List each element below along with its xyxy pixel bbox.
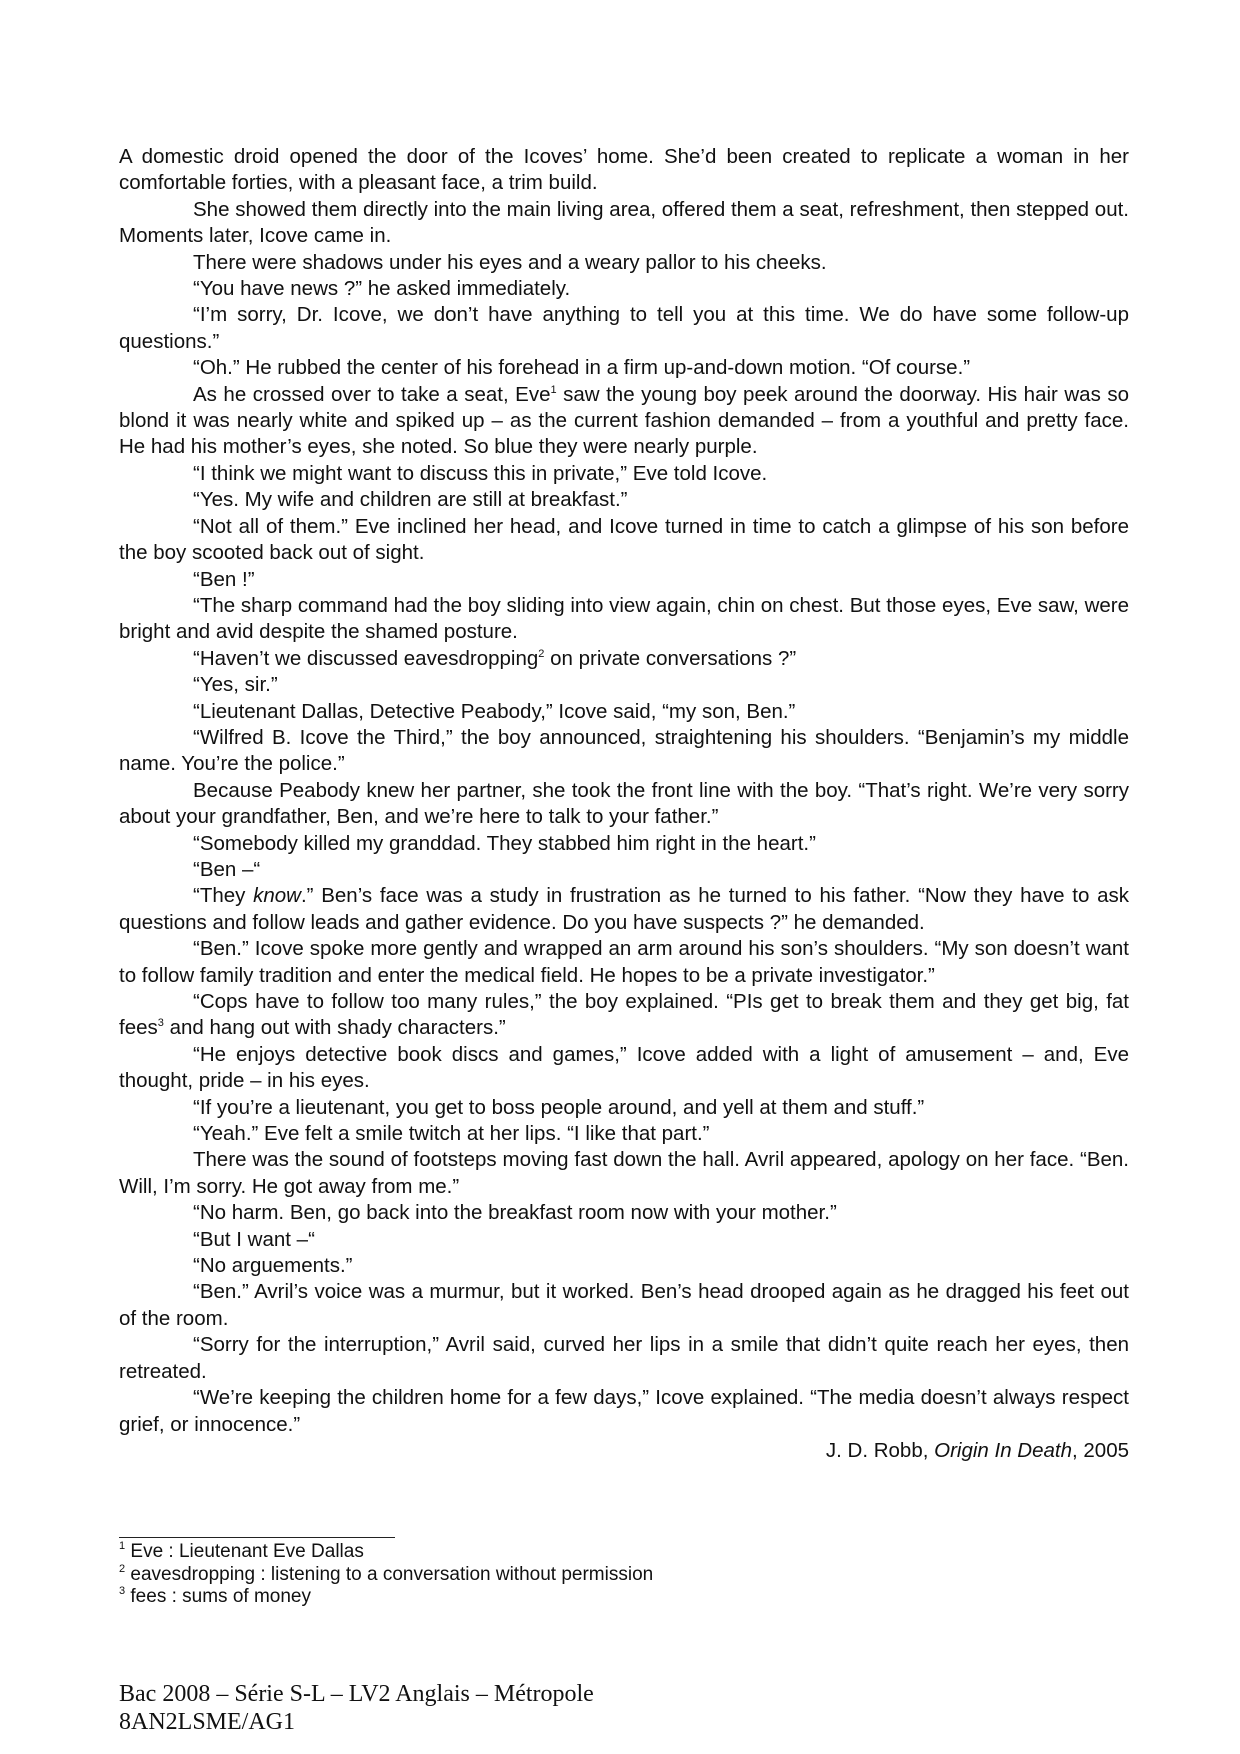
footnote-number: 1 xyxy=(119,1540,126,1552)
text-run: “Haven’t we discussed eavesdropping xyxy=(193,646,539,670)
citation-author: J. D. Robb, xyxy=(825,1438,935,1462)
text-run: “Somebody killed my granddad. They stabbed him right in the heart.” xyxy=(193,831,816,855)
emphasis-text: know xyxy=(253,884,301,908)
text-run: “Ben !” xyxy=(193,567,255,591)
paragraph xyxy=(119,646,1129,672)
citation xyxy=(119,1438,1129,1464)
text-run: saw the young boy peek around the doorway. His hair was so blond it was nearly white and spiked up – as the current fashion demanded – from a youthful and pretty face. He had his mother’s eyes, she noted. So blue they were nearly purple. xyxy=(119,382,1129,459)
paragraph xyxy=(119,699,1129,725)
paragraph xyxy=(119,1279,1129,1332)
paragraph xyxy=(119,936,1129,989)
text-run: “No harm. Ben, go back into the breakfast room now with your mother.” xyxy=(193,1201,837,1225)
footnote-text: Eve : Lieutenant Eve Dallas xyxy=(125,1541,364,1562)
paragraph xyxy=(119,382,1129,461)
text-run: and hang out with shady characters.” xyxy=(163,1016,506,1040)
footnote-number: 2 xyxy=(119,1562,126,1575)
paragraph xyxy=(119,461,1129,487)
paragraph xyxy=(119,989,1129,1042)
text-run: A domestic droid opened the door of the Icoves’ home. She’d been created to replicate a woman in her comfortable forties, with a pleasant face, a trim build. xyxy=(119,145,1129,195)
footnote xyxy=(119,1541,653,1564)
footer-exam-title: Bac 2008 – Série S-L – LV2 Anglais – Métropole xyxy=(119,1681,594,1707)
paragraph xyxy=(119,1121,1129,1147)
footnote xyxy=(119,1564,653,1587)
text-run: “You have news ?” he asked immediately. xyxy=(193,277,571,301)
paragraph xyxy=(119,778,1129,831)
text-run: Because Peabody knew her partner, she took the front line with the boy. “That’s right. We’re very sorry about your grandfather, Ben, and we’re here to talk to your father.” xyxy=(119,778,1129,829)
text-run: “Ben –“ xyxy=(193,857,261,881)
paragraph xyxy=(119,1147,1129,1200)
paragraph xyxy=(119,1042,1129,1095)
footnote-separator xyxy=(119,1537,395,1538)
paragraph xyxy=(119,197,1129,250)
text-run: “Not all of them.” Eve inclined her head, and Icove turned in time to catch a glimpse of his son before the boy scooted back out of sight. xyxy=(119,514,1129,565)
footnote-ref: 3 xyxy=(157,1017,164,1030)
paragraph xyxy=(119,1095,1129,1121)
text-run: “Yes, sir.” xyxy=(193,673,278,697)
citation-title: Origin In Death xyxy=(934,1438,1072,1462)
text-run: “No arguements.” xyxy=(193,1254,353,1278)
footnote-ref: 1 xyxy=(550,383,557,396)
text-run: “Oh.” He rubbed the center of his forehead in a firm up-and-down motion. “Of course.” xyxy=(193,356,971,380)
paragraph xyxy=(119,1332,1129,1385)
text-run: There was the sound of footsteps moving fast down the hall. Avril appeared, apology on her face. “Ben. Will, I’m sorry. He got away from me.” xyxy=(119,1148,1129,1198)
paragraph xyxy=(119,355,1129,381)
paragraph xyxy=(119,593,1129,646)
footnote-text: eavesdropping : listening to a conversation without permission xyxy=(125,1563,654,1585)
text-run: “If you’re a lieutenant, you get to boss people around, and yell at them and stuff.” xyxy=(193,1095,925,1119)
paragraph xyxy=(119,883,1129,936)
text-run: “I’m sorry, Dr. Icove, we don’t have anything to tell you at this time. We do have some follow-up questions.” xyxy=(119,303,1129,353)
paragraph xyxy=(119,302,1129,355)
paragraph xyxy=(119,487,1129,513)
paragraph xyxy=(119,1200,1129,1226)
passage-text xyxy=(119,144,1129,1464)
text-run: on private conversations ?” xyxy=(544,646,797,670)
text-run: “Lieutenant Dallas, Detective Peabody,” Icove said, “my son, Ben.” xyxy=(193,699,796,723)
citation-year: , 2005 xyxy=(1072,1438,1129,1462)
text-run: “But I want –“ xyxy=(193,1227,315,1251)
text-run: “Ben.” Icove spoke more gently and wrapped an arm around his son’s shoulders. “My son doesn’t want to follow family tradition and enter the medical field. He hopes to be a private investigator.” xyxy=(119,937,1129,987)
footnote-number: 3 xyxy=(119,1585,126,1597)
paragraph xyxy=(119,1253,1129,1279)
paragraph xyxy=(119,857,1129,883)
text-run: “Yeah.” Eve felt a smile twitch at her lips. “I like that part.” xyxy=(193,1122,710,1146)
paragraph xyxy=(119,831,1129,857)
text-run: “They xyxy=(193,884,254,908)
text-run: “Cops have to follow too many rules,” the boy explained. “PIs get to break them and they get big, fat fees xyxy=(119,990,1129,1040)
paragraph xyxy=(119,250,1129,276)
text-run: As he crossed over to take a seat, Eve xyxy=(193,382,551,406)
text-run: “Wilfred B. Icove the Third,” the boy announced, straightening his shoulders. “Benjamin’s my middle name. You’re the police.” xyxy=(119,725,1129,776)
text-run: .” Ben’s face was a study in frustration as he turned to his father. “Now they have to ask questions and follow leads and gather evidence. Do you have suspects ?” he demanded. xyxy=(119,884,1129,934)
paragraph xyxy=(119,144,1129,197)
text-run: “I think we might want to discuss this in private,” Eve told Icove. xyxy=(193,461,768,485)
text-run: “We’re keeping the children home for a few days,” Icove explained. “The media doesn’t always respect grief, or innocence.” xyxy=(119,1386,1129,1436)
text-run: “Ben.” Avril’s voice was a murmur, but it worked. Ben’s head drooped again as he dragged his feet out of the room. xyxy=(119,1280,1129,1330)
footnote xyxy=(119,1586,653,1609)
footnotes xyxy=(119,1541,653,1609)
footer-code: 8AN2LSME/AG1 xyxy=(119,1709,296,1735)
text-run: “The sharp command had the boy sliding into view again, chin on chest. But those eyes, Eve saw, were bright and avid despite the shamed posture. xyxy=(119,593,1129,644)
paragraph xyxy=(119,1227,1129,1253)
text-run: “He enjoys detective book discs and games,” Icove added with a light of amusement – and, Eve thought, pride – in his eyes. xyxy=(119,1042,1129,1093)
paragraph xyxy=(119,567,1129,593)
text-run: “Yes. My wife and children are still at breakfast.” xyxy=(193,488,628,512)
footnote-ref: 2 xyxy=(538,647,545,660)
page-footer xyxy=(119,1680,594,1736)
paragraph xyxy=(119,514,1129,567)
footnote-text: fees : sums of money xyxy=(125,1586,311,1607)
text-run: “Sorry for the interruption,” Avril said, curved her lips in a smile that didn’t quite reach her eyes, then retreated. xyxy=(119,1333,1129,1383)
paragraph xyxy=(119,1385,1129,1438)
paragraph-list xyxy=(119,144,1129,1438)
text-run: There were shadows under his eyes and a weary pallor to his cheeks. xyxy=(193,250,827,274)
paragraph xyxy=(119,276,1129,302)
paragraph xyxy=(119,725,1129,778)
paragraph xyxy=(119,672,1129,698)
text-run: She showed them directly into the main living area, offered them a seat, refreshment, then stepped out. Moments later, Icove came in. xyxy=(119,197,1129,248)
